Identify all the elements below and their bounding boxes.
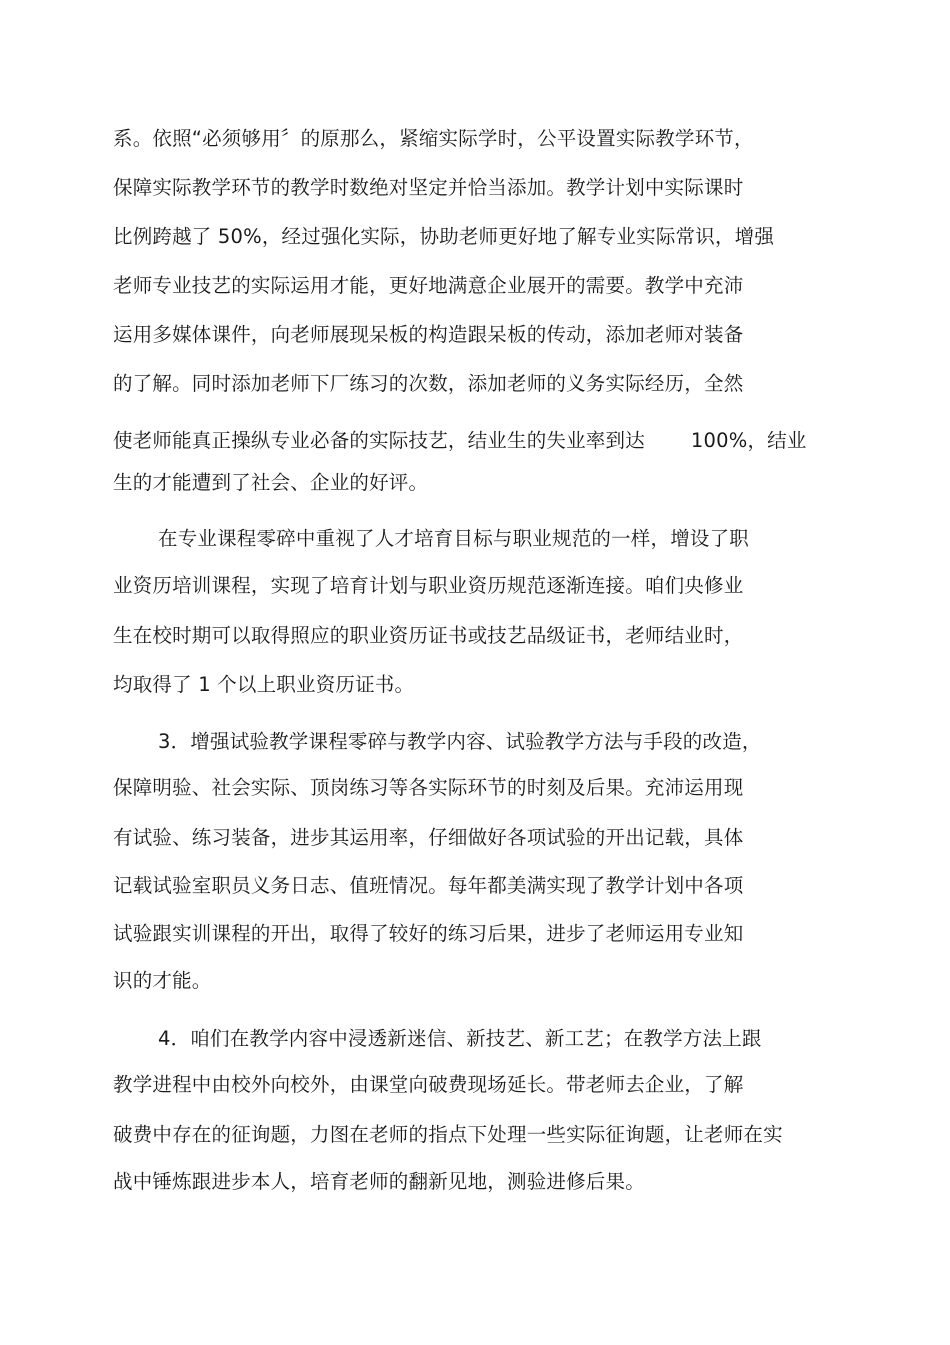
text-line: 记载试验室职员义务日志、值班情况。每年都美满实现了教学计划中各项 <box>113 874 744 897</box>
text-line: 生的才能遭到了社会、企业的好评。 <box>113 471 429 494</box>
text-line: 业资历培训课程，实现了培育计划与职业资历规范逐渐连接。咱们央修业 <box>113 574 744 597</box>
text-line: 有试验、练习装备，进步其运用率，仔细做好各项试验的开出记载，具体 <box>113 826 744 849</box>
text-line: 试验跟实训课程的开出，取得了较好的练习后果，进步了老师运用专业知 <box>113 922 744 945</box>
text-line <box>113 429 807 453</box>
text-line: 的了解。同时添加老师下厂练习的次数，添加老师的义务实际经历，全然 <box>113 372 744 395</box>
text-line: 战中锤炼跟进步本人，培育老师的翻新见地，测验进修后果。 <box>113 1170 645 1193</box>
text-line: 运用多媒体课件，向老师展现呆板的构造跟呆板的传动，添加老师对装备 <box>113 323 744 346</box>
text-line: 系。依照“必须够用〞的原那么，紧缩实际学时，公平设置实际教学环节， <box>113 127 754 150</box>
text-line: 3．增强试验教学课程零碎与教学内容、试验教学方法与手段的改造， <box>158 730 762 753</box>
text-line: 均取得了 1 个以上职业资历证书。 <box>113 673 415 696</box>
text-line: 生在校时期可以取得照应的职业资历证书或技艺品级证书，老师结业时， <box>113 624 744 647</box>
text-line: 保障明验、社会实际、顶岗练习等各实际环节的时刻及后果。充沛运用现 <box>113 776 744 799</box>
text-line: 比例跨越了 50%，经过强化实际，协助老师更好地了解专业实际常识，增强 <box>113 225 775 248</box>
text-segment: 使老师能真正操纵专业必备的实际技艺，结业生的失业率到达 <box>113 429 645 452</box>
text-line: 识的才能。 <box>113 969 212 992</box>
text-segment: 100%，结业 <box>690 429 807 452</box>
text-line: 破费中存在的征询题，力图在老师的指点下处理一些实际征询题，让老师在实 <box>113 1123 783 1146</box>
text-line: 在专业课程零碎中重视了人才培育目标与职业规范的一样，增设了职 <box>158 527 750 550</box>
text-line: 4．咱们在教学内容中浸透新迷信、新技艺、新工艺；在教学方法上跟 <box>158 1027 762 1050</box>
text-line: 教学进程中由校外向校外，由课堂向破费现场延长。带老师去企业，了解 <box>113 1073 744 1096</box>
text-line: 老师专业技艺的实际运用才能，更好地满意企业展开的需要。教学中充沛 <box>113 274 744 297</box>
text-line: 保障实际教学环节的教学时数绝对坚定并恰当添加。教学计划中实际课时 <box>113 176 744 199</box>
